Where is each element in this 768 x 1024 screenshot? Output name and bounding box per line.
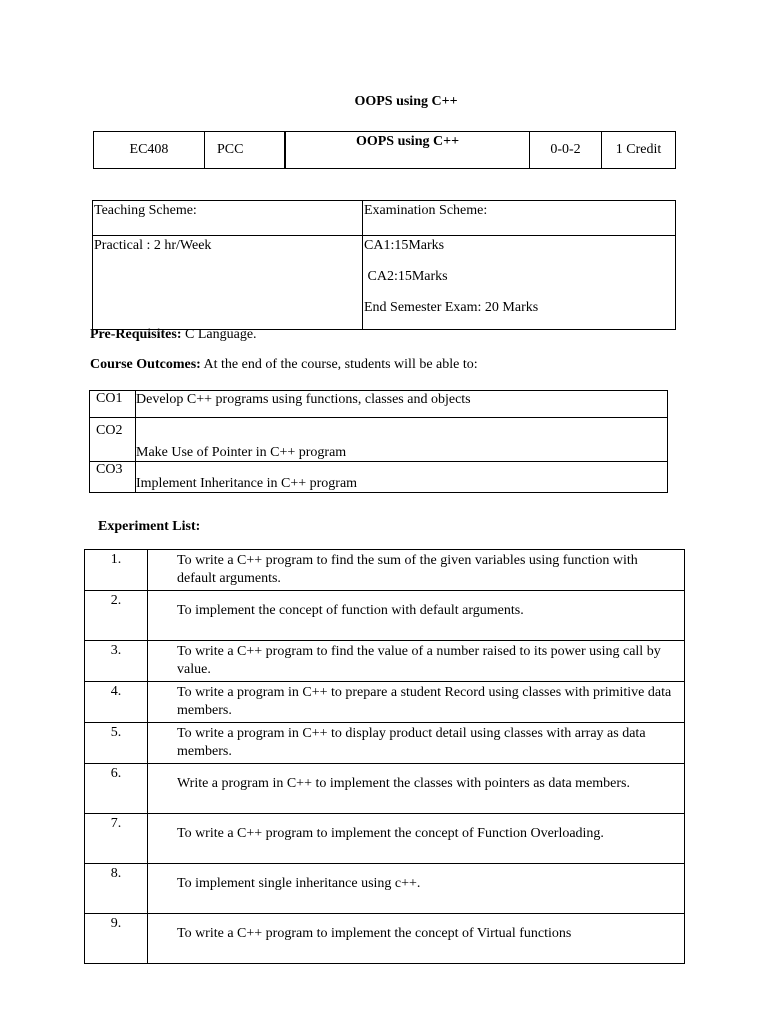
course-outcomes-intro [90, 357, 478, 373]
experiment-text: To write a C++ program to implement the concept of Virtual functions [148, 914, 685, 964]
experiment-text: Write a program in C++ to implement the classes with pointers as data members. [148, 764, 685, 814]
experiment-text: To write a C++ program to implement the concept of Function Overloading. [148, 814, 685, 864]
experiment-number: 3. [85, 641, 148, 682]
course-outcomes-table [89, 390, 668, 493]
experiment-row [85, 864, 685, 914]
experiment-text: To write a C++ program to find the sum of the given variables using function with default arguments. [148, 550, 685, 591]
prereq-value: C Language. [181, 327, 257, 342]
experiment-text: To write a C++ program to find the value of a number raised to its power using call by value. [148, 641, 685, 682]
co-id: CO2 [90, 418, 136, 462]
teaching-scheme-value [93, 236, 363, 330]
scheme-header-row [93, 201, 676, 236]
experiment-text: To implement single inheritance using c++. [148, 864, 685, 914]
co-id: CO1 [90, 391, 136, 418]
course-code: EC408 [94, 132, 205, 169]
experiment-number: 8. [85, 864, 148, 914]
scheme-table [92, 200, 676, 330]
experiment-row [85, 764, 685, 814]
scheme-body-row [93, 236, 676, 330]
experiment-row [85, 814, 685, 864]
co-row [90, 418, 668, 462]
experiment-row [85, 723, 685, 764]
experiment-text: To implement the concept of function with default arguments. [148, 591, 685, 641]
prereq-label: Pre-Requisites: [90, 327, 182, 342]
experiment-row [85, 682, 685, 723]
experiment-list-heading: Experiment List: [98, 519, 201, 534]
experiment-number: 5. [85, 723, 148, 764]
experiment-number: 1. [85, 550, 148, 591]
experiment-text: To write a program in C++ to prepare a student Record using classes with primitive data members. [148, 682, 685, 723]
teaching-scheme-header: Teaching Scheme: [93, 201, 363, 236]
co-text: Develop C++ programs using functions, classes and objects [136, 391, 668, 418]
co-text: Make Use of Pointer in C++ program [136, 418, 668, 462]
co-id: CO3 [90, 462, 136, 493]
experiment-row [85, 641, 685, 682]
co-row [90, 462, 668, 493]
experiment-row [85, 914, 685, 964]
course-type: PCC [205, 132, 286, 169]
course-info-table [93, 131, 676, 169]
teaching-hours: Practical : 2 hr/Week [94, 238, 212, 253]
exam-ca2: CA2:15Marks [364, 269, 448, 284]
exam-scheme-header: Examination Scheme: [363, 201, 676, 236]
experiment-table [84, 549, 685, 964]
experiment-row [85, 550, 685, 591]
prerequisites [90, 327, 257, 343]
experiment-number: 4. [85, 682, 148, 723]
experiment-number: 6. [85, 764, 148, 814]
course-name: OOPS using C++ [285, 132, 530, 169]
experiment-number: 9. [85, 914, 148, 964]
experiment-number: 7. [85, 814, 148, 864]
experiment-row [85, 591, 685, 641]
exam-scheme-values [363, 236, 676, 330]
exam-ca1: CA1:15Marks [364, 238, 445, 253]
outcomes-label: Course Outcomes: [90, 357, 201, 372]
course-info-row [94, 132, 676, 169]
page-title: OOPS using C++ [354, 94, 458, 109]
co-row [90, 391, 668, 418]
experiment-text: To write a program in C++ to display product detail using classes with array as data members. [148, 723, 685, 764]
course-ltp: 0-0-2 [530, 132, 602, 169]
co-text: Implement Inheritance in C++ program [136, 462, 668, 493]
outcomes-value: At the end of the course, students will be able to: [200, 357, 478, 372]
exam-end-sem: End Semester Exam: 20 Marks [364, 300, 539, 315]
course-credit: 1 Credit [602, 132, 676, 169]
experiment-number: 2. [85, 591, 148, 641]
